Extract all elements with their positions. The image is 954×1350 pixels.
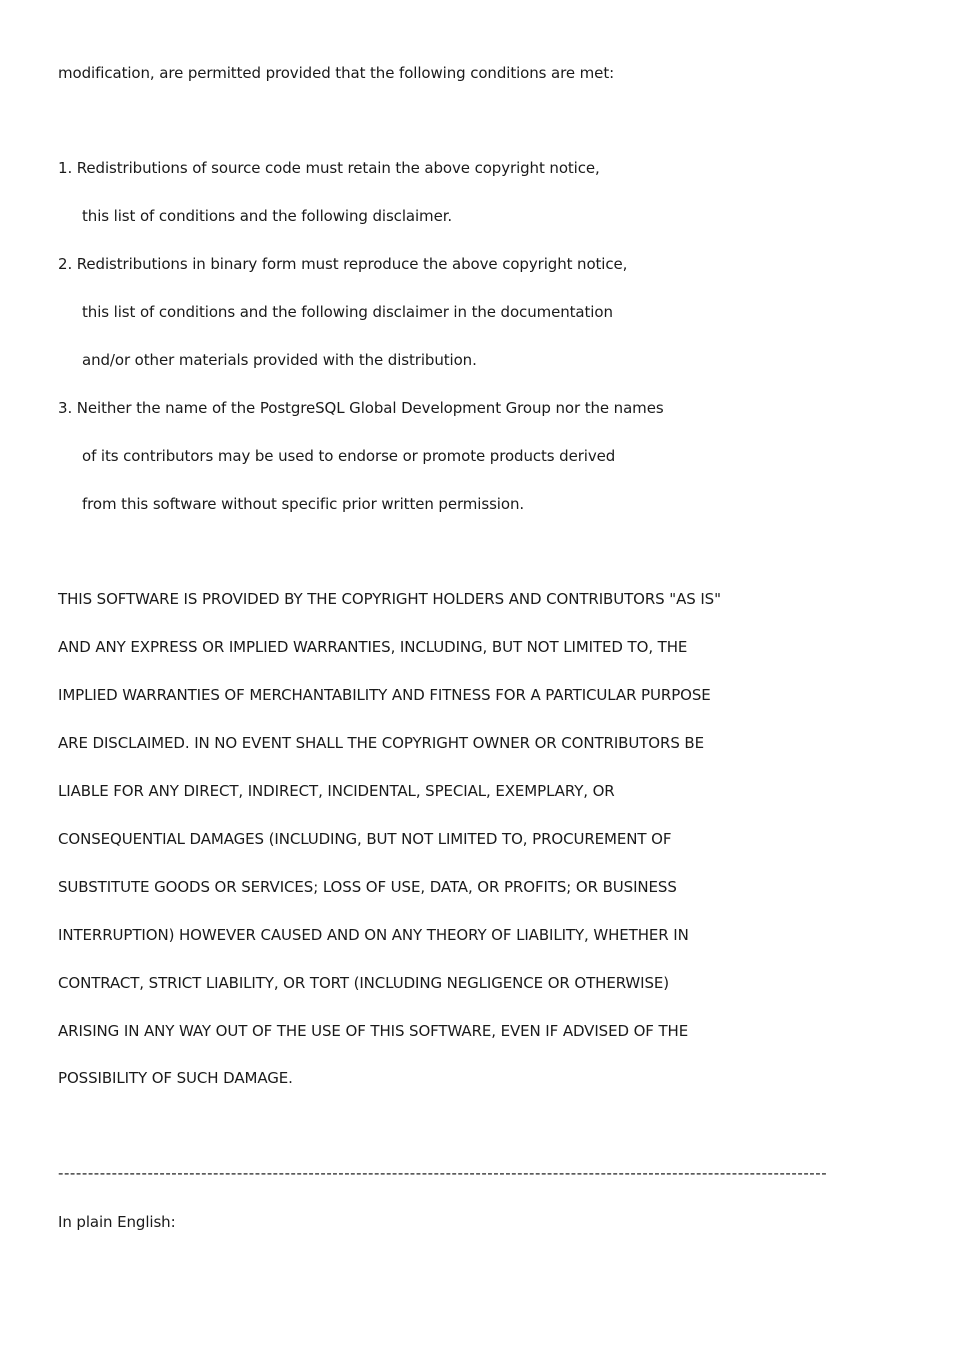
disclaimer-line: CONSEQUENTIAL DAMAGES (INCLUDING, BUT NOT LIMITED TO, PROCUREMENT OF (58, 830, 672, 848)
disclaimer-line: THIS SOFTWARE IS PROVIDED BY THE COPYRIGHT HOLDERS AND CONTRIBUTORS "AS IS" (58, 590, 721, 608)
condition-line: 2. Redistributions in binary form must reproduce the above copyright notice, (58, 255, 628, 273)
disclaimer-line: AND ANY EXPRESS OR IMPLIED WARRANTIES, INCLUDING, BUT NOT LIMITED TO, THE (58, 638, 688, 656)
disclaimer-line: ARE DISCLAIMED. IN NO EVENT SHALL THE COPYRIGHT OWNER OR CONTRIBUTORS BE (58, 734, 704, 752)
plain-english-heading: In plain English: (58, 1213, 176, 1231)
dashed-divider: --------------------------------------------------------------------------------------------------------------------------------- (58, 1164, 828, 1182)
disclaimer-line: POSSIBILITY OF SUCH DAMAGE. (58, 1069, 293, 1087)
disclaimer-line: CONTRACT, STRICT LIABILITY, OR TORT (INCLUDING NEGLIGENCE OR OTHERWISE) (58, 974, 670, 992)
condition-line: 3. Neither the name of the PostgreSQL Global Development Group nor the names (58, 399, 664, 417)
disclaimer-line: INTERRUPTION) HOWEVER CAUSED AND ON ANY THEORY OF LIABILITY, WHETHER IN (58, 926, 689, 944)
condition-line: this list of conditions and the following disclaimer in the documentation (82, 303, 613, 321)
condition-line: from this software without specific prior written permission. (82, 495, 525, 513)
condition-line: this list of conditions and the following disclaimer. (82, 207, 453, 225)
disclaimer-line: SUBSTITUTE GOODS OR SERVICES; LOSS OF USE, DATA, OR PROFITS; OR BUSINESS (58, 878, 677, 896)
intro-text: modification, are permitted provided that the following conditions are met: (58, 64, 615, 82)
condition-line: of its contributors may be used to endorse or promote products derived (82, 447, 616, 465)
condition-line: and/or other materials provided with the distribution. (82, 351, 477, 369)
disclaimer-line: ARISING IN ANY WAY OUT OF THE USE OF THIS SOFTWARE, EVEN IF ADVISED OF THE (58, 1022, 689, 1040)
condition-line: 1. Redistributions of source code must retain the above copyright notice, (58, 159, 600, 177)
disclaimer-line: LIABLE FOR ANY DIRECT, INDIRECT, INCIDENTAL, SPECIAL, EXEMPLARY, OR (58, 782, 615, 800)
disclaimer-line: IMPLIED WARRANTIES OF MERCHANTABILITY AND FITNESS FOR A PARTICULAR PURPOSE (58, 686, 711, 704)
